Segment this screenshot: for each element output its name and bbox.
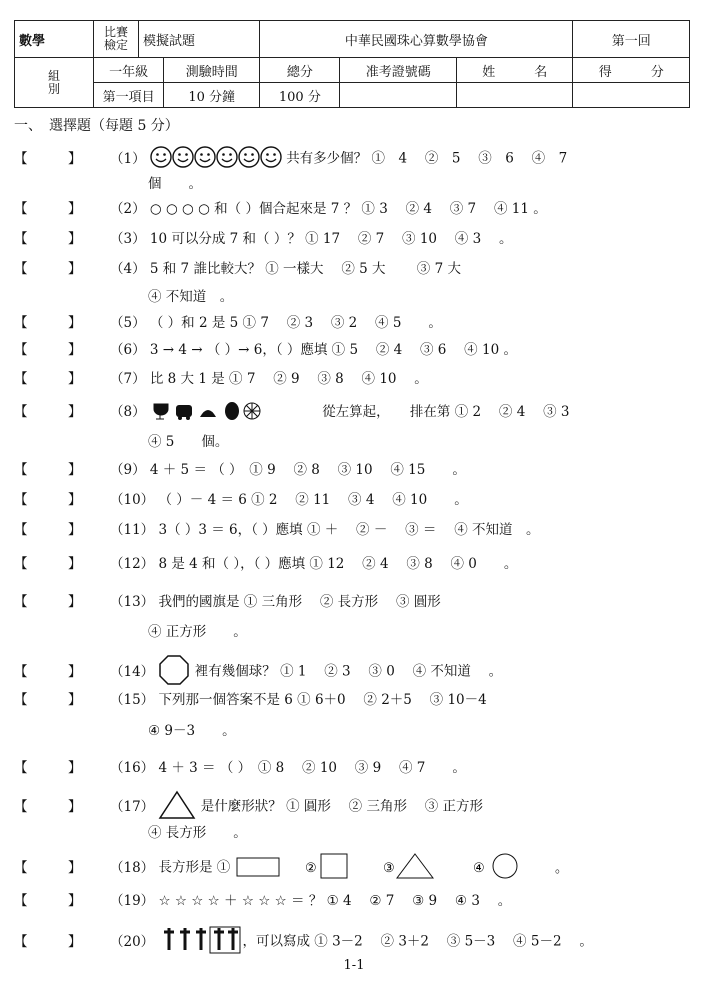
question-text: 長方形是 ① <box>158 859 231 876</box>
answer-bracket[interactable]: 【 】 <box>14 404 82 420</box>
page-number: 1-1 <box>343 958 365 973</box>
question-number: （8） <box>110 404 146 420</box>
question-text: （ ）－ 4 ＝ 6 ① 2 ② 11 ③ 4 ④ 10 。 <box>158 492 468 508</box>
question-6 <box>14 338 704 358</box>
header-name-value <box>456 83 573 108</box>
svg-text:④: ④ <box>472 861 485 876</box>
header-grade-label: 一年級 <box>94 58 164 83</box>
answer-bracket[interactable]: 【 】 <box>14 342 82 358</box>
question-number: （7） <box>110 371 146 387</box>
question-number: （16） <box>110 760 155 776</box>
question-text: 從左算起， 排在第 ① 2 ② 4 ③ 3 <box>322 404 570 420</box>
answer-bracket[interactable]: 【 】 <box>14 859 82 876</box>
question-5 <box>14 311 704 331</box>
question-number: （17） <box>110 798 155 815</box>
question-9 <box>14 458 704 478</box>
header-contest: 比賽 檢定 <box>94 21 139 58</box>
question-number: （18） <box>110 859 155 876</box>
triangle-icon <box>158 790 196 824</box>
question-text: 3（ ）3 ＝ 6，（ ）應填 ① ＋ ② － ③ ＝ ④ 不知道 。 <box>158 522 540 538</box>
header-association: 中華民國珠心算數學協會 <box>260 21 573 58</box>
answer-bracket[interactable]: 【 】 <box>14 261 82 277</box>
answer-bracket[interactable]: 【 】 <box>14 798 82 815</box>
header-table <box>14 20 690 108</box>
header-score-value <box>573 83 690 108</box>
answer-bracket[interactable]: 【 】 <box>14 893 82 909</box>
question-number: （14） <box>110 663 155 680</box>
answer-bracket[interactable]: 【 】 <box>14 492 82 508</box>
octagon-icon <box>158 654 190 690</box>
question-1 <box>14 146 704 172</box>
question-number: （2） <box>110 201 146 217</box>
question-text: 5 和 7 誰比較大？ ① 一樣大 ② 5 大 ③ 7 大 <box>149 261 461 277</box>
question-18 <box>14 852 704 884</box>
question-number: （5） <box>110 315 146 331</box>
question-number: （12） <box>110 556 155 572</box>
header-name-label: 姓 名 <box>456 58 573 83</box>
question-11 <box>14 518 704 538</box>
question-continuation-text: ④ 不知道 。 <box>148 289 234 305</box>
header-org: 數學 <box>15 21 94 58</box>
answer-bracket[interactable]: 【 】 <box>14 231 82 247</box>
question-4 <box>14 257 704 277</box>
header-total-value: 100 分 <box>260 83 340 108</box>
header-group: 組 別 <box>15 58 94 108</box>
question-8 <box>14 400 704 425</box>
header-test-type: 模擬試題 <box>139 21 260 58</box>
icon-row <box>150 401 318 425</box>
answer-bracket[interactable]: 【 】 <box>14 556 82 572</box>
question-text: 比 8 大 1 是 ① 7 ② 9 ③ 8 ④ 10 。 <box>149 371 428 387</box>
question-text: ，可以寫成 ① 3－2 ② 3＋2 ③ 5－3 ④ 5－2 。 <box>242 933 593 950</box>
answer-bracket[interactable]: 【 】 <box>14 692 82 708</box>
question-continuation-text: ④ 5 個。 <box>148 434 229 450</box>
question-text: 是什麼形狀？ ① 圓形 ② 三角形 ③ 正方形 <box>200 798 484 815</box>
question-text: 共有多少個？ ① 4 ② 5 ③ 6 ④ 7 <box>286 150 568 167</box>
question-7 <box>14 367 704 387</box>
answer-bracket[interactable]: 【 】 <box>14 201 82 217</box>
header-time-value: 10 分鐘 <box>164 83 260 108</box>
question-19 <box>14 889 704 909</box>
question-continuation-text: 個 。 <box>148 176 202 192</box>
answer-bracket[interactable]: 【 】 <box>14 663 82 680</box>
question-number: （11） <box>110 522 155 538</box>
question-number: （3） <box>110 231 146 247</box>
answer-bracket[interactable]: 【 】 <box>14 522 82 538</box>
question-3 <box>14 227 704 247</box>
question-continuation-text: ④ 長方形 。 <box>148 825 247 841</box>
question-number: （6） <box>110 342 146 358</box>
answer-bracket[interactable]: 【 】 <box>14 760 82 776</box>
smiley-icons <box>150 146 282 172</box>
header-round: 第一回 <box>573 21 690 58</box>
question-20 <box>14 926 704 958</box>
section-title: 一、 選擇題（每題 5 分） <box>14 118 179 134</box>
crosses-icon <box>158 926 242 958</box>
answer-bracket[interactable]: 【 】 <box>14 371 82 387</box>
svg-text:②: ② <box>304 861 317 876</box>
header-id-value <box>340 83 457 108</box>
header-score-label: 得 分 <box>573 58 690 83</box>
svg-text:③: ③ <box>382 861 395 876</box>
question-number: （9） <box>110 462 146 478</box>
question-continuation-text: ④ 正方形 。 <box>148 624 247 640</box>
question-17 <box>14 790 704 824</box>
shape-options <box>235 852 575 884</box>
question-14 <box>14 654 704 690</box>
question-text: 3 → 4 → （ ）→ 6，（ ）應填 ① 5 ② 4 ③ 6 ④ 10 。 <box>149 342 517 358</box>
answer-bracket[interactable]: 【 】 <box>14 150 82 167</box>
question-2 <box>14 197 704 217</box>
question-text: 8 是 4 和（ ），（ ）應填 ① 12 ② 4 ③ 8 ④ 0 。 <box>158 556 518 572</box>
question-continuation-text: ④ 9－3 。 <box>148 723 236 739</box>
header-total-label: 總分 <box>260 58 340 83</box>
question-number: （1） <box>110 150 146 167</box>
question-15 <box>14 688 704 708</box>
question-text: ☆ ☆ ☆ ☆ ＋ ☆ ☆ ☆ ＝ ？ ① 4 ② 7 ③ 9 ④ 3 。 <box>158 893 512 909</box>
header-id-label: 准考證號碼 <box>340 58 457 83</box>
question-number: （10） <box>110 492 155 508</box>
answer-bracket[interactable]: 【 】 <box>14 594 82 610</box>
question-text: 下列那一個答案不是 6 ① 6＋0 ② 2＋5 ③ 10－4 <box>158 692 487 708</box>
question-text: 4 ＋ 3 ＝ （ ） ① 8 ② 10 ③ 9 ④ 7 。 <box>158 760 466 776</box>
question-text: ○ ○ ○ ○ 和（ ）個合起來是 7 ？ ① 3 ② 4 ③ 7 ④ 11 。 <box>149 201 547 217</box>
question-text: 裡有幾個球？ ① 1 ② 3 ③ 0 ④ 不知道 。 <box>194 663 503 680</box>
question-number: （4） <box>110 261 146 277</box>
question-number: （13） <box>110 594 155 610</box>
answer-bracket[interactable]: 【 】 <box>14 462 82 478</box>
header-grade-value: 第一項目 <box>94 83 164 108</box>
question-number: （19） <box>110 893 155 909</box>
question-text: （ ）和 2 是 5 ① 7 ② 3 ③ 2 ④ 5 。 <box>149 315 442 331</box>
question-16 <box>14 756 704 776</box>
question-text: 4 ＋ 5 ＝ （ ） ① 9 ② 8 ③ 10 ④ 15 。 <box>149 462 466 478</box>
question-text: 10 可以分成 7 和（ ）？ ① 17 ② 7 ③ 10 ④ 3 。 <box>149 231 513 247</box>
answer-bracket[interactable]: 【 】 <box>14 933 82 950</box>
svg-text:。: 。 <box>554 861 568 876</box>
header-time-label: 測驗時間 <box>164 58 260 83</box>
question-text: 我們的國旗是 ① 三角形 ② 長方形 ③ 圓形 <box>158 594 441 610</box>
question-12 <box>14 552 704 572</box>
question-number: （20） <box>110 933 155 950</box>
question-13 <box>14 590 704 610</box>
question-10 <box>14 488 704 508</box>
answer-bracket[interactable]: 【 】 <box>14 315 82 331</box>
question-number: （15） <box>110 692 155 708</box>
